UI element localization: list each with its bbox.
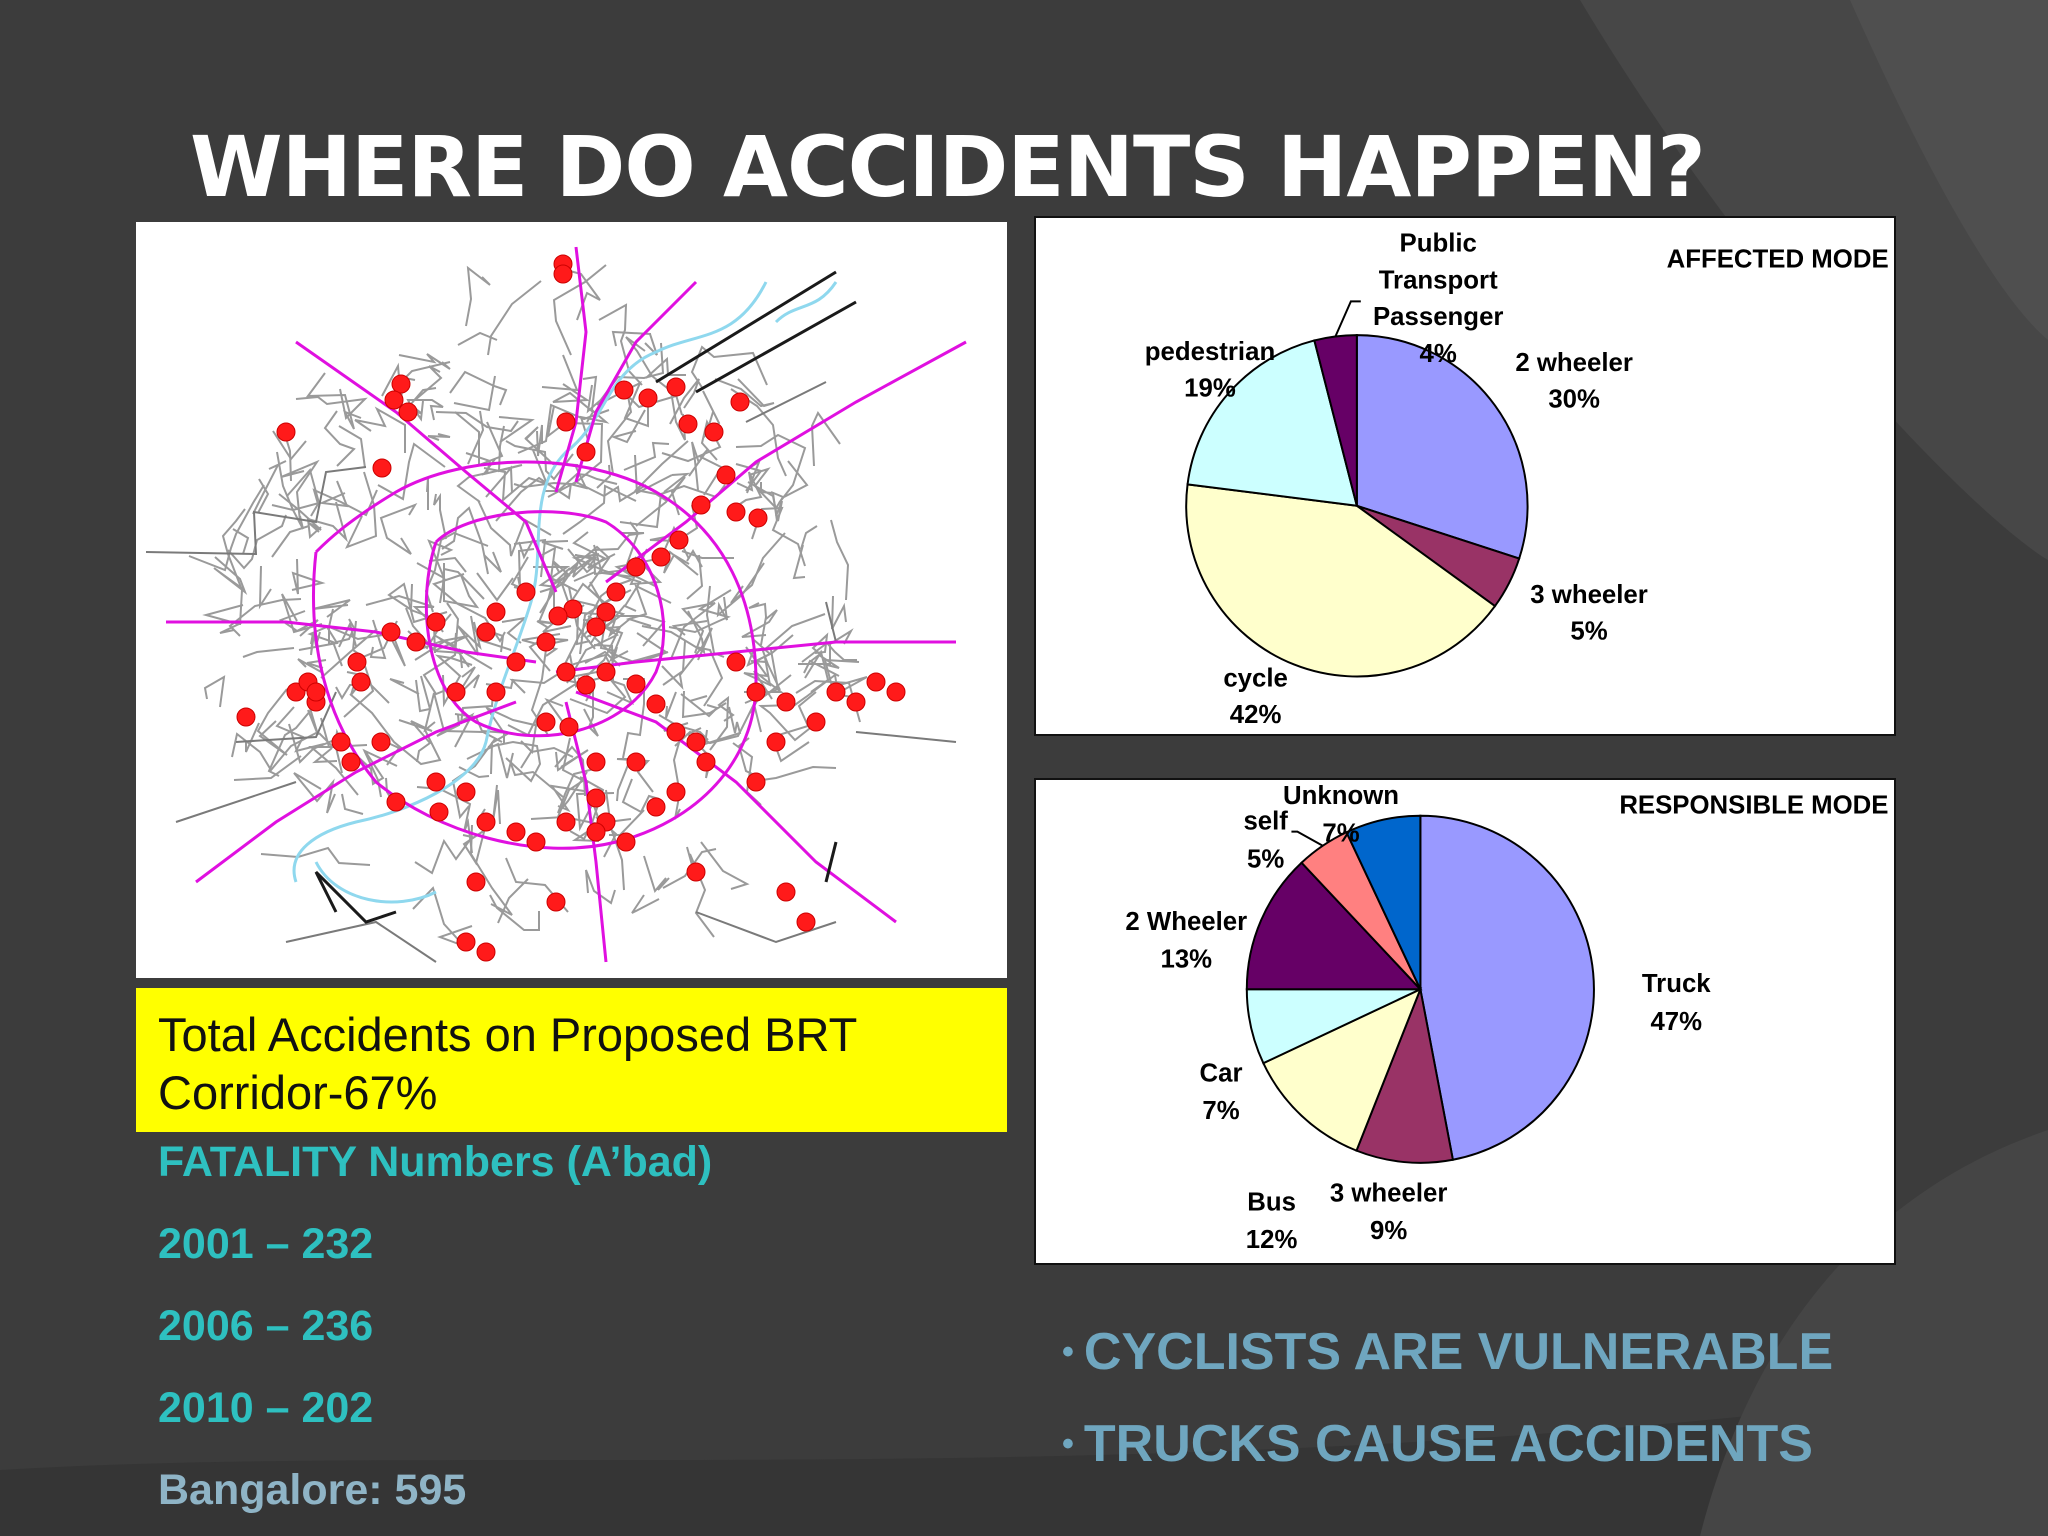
chart-title: RESPONSIBLE MODE — [1619, 791, 1889, 820]
accident-marker — [597, 663, 615, 681]
accident-marker — [385, 391, 403, 409]
map-road — [467, 744, 513, 778]
pie-label-2-wheeler: 2 Wheeler 13% — [1125, 907, 1248, 974]
pie-label-pedestrian: pedestrian 19% — [1144, 337, 1276, 403]
pie-label-truck: Truck 47% — [1641, 970, 1711, 1036]
accident-marker — [847, 693, 865, 711]
map-road — [281, 462, 317, 521]
accident-marker — [560, 718, 578, 736]
accident-marker — [797, 913, 815, 931]
affected-mode-pie — [1036, 218, 1894, 734]
accident-marker — [731, 393, 749, 411]
map-road — [427, 477, 428, 510]
map-road — [246, 723, 259, 752]
accident-marker — [587, 823, 605, 841]
accident-marker — [577, 443, 595, 461]
affected-mode-chart — [1034, 216, 1896, 736]
accident-marker — [647, 695, 665, 713]
map-road — [342, 794, 363, 814]
map-road — [687, 847, 714, 937]
accident-marker — [627, 753, 645, 771]
map-road — [296, 389, 365, 418]
map-road — [466, 268, 490, 326]
accident-marker — [557, 663, 575, 681]
accident-marker — [627, 675, 645, 693]
map-road — [428, 434, 450, 440]
accident-marker — [457, 933, 475, 951]
accident-marker — [373, 459, 391, 477]
fatality-item: 2001 – 232 — [158, 1220, 374, 1268]
accident-marker — [727, 503, 745, 521]
pie-label-unknown: Unknown 7% — [1283, 781, 1399, 848]
accident-marker — [747, 683, 765, 701]
map-road — [272, 526, 309, 557]
pie-label-bus: Bus 12% — [1245, 1188, 1298, 1255]
accident-marker — [767, 733, 785, 751]
accident-marker — [867, 673, 885, 691]
map-road — [347, 472, 376, 547]
map-road — [663, 641, 685, 685]
accident-marker — [557, 813, 575, 831]
accident-marker — [687, 733, 705, 751]
bullet-icon: • — [1062, 1425, 1074, 1463]
railway-line — [696, 302, 856, 392]
conclusion-bullet — [1062, 1322, 1833, 1382]
map-road — [214, 557, 245, 592]
accident-marker — [348, 653, 366, 671]
accident-marker — [332, 733, 350, 751]
accident-marker — [747, 773, 765, 791]
accident-marker — [667, 783, 685, 801]
accident-marker — [407, 633, 425, 651]
accident-marker — [507, 823, 525, 841]
accident-marker — [679, 415, 697, 433]
pie-label-3-wheeler: 3 wheeler 9% — [1329, 1179, 1448, 1246]
accident-marker — [277, 423, 295, 441]
accident-marker — [517, 583, 535, 601]
pie-label-3-wheeler: 3 wheeler 5% — [1530, 581, 1648, 646]
accident-marker — [692, 496, 710, 514]
conclusion-text: TRUCKS CAUSE ACCIDENTS — [1083, 1415, 1813, 1473]
accident-marker — [827, 683, 845, 701]
accident-marker — [487, 603, 505, 621]
accident-marker — [697, 753, 715, 771]
accident-marker — [427, 773, 445, 791]
accident-marker — [352, 673, 370, 691]
accident-marker — [652, 548, 670, 566]
accident-marker — [667, 723, 685, 741]
pie-label-public-transport-passenger: Public Transport Passenger 4% — [1372, 229, 1504, 368]
river-path — [294, 282, 766, 882]
map-road — [308, 708, 318, 735]
map-road — [701, 842, 747, 889]
accident-marker — [670, 531, 688, 549]
map-road — [632, 895, 659, 913]
accident-marker — [549, 607, 567, 625]
accident-marker — [477, 813, 495, 831]
accident-marker — [777, 693, 795, 711]
map-road — [253, 461, 286, 514]
accident-marker — [554, 265, 572, 283]
map-road — [390, 679, 419, 694]
fatality-item: 2006 – 236 — [158, 1302, 374, 1350]
accident-marker — [307, 683, 325, 701]
accident-marker — [587, 753, 605, 771]
map-road — [454, 376, 495, 410]
map-road — [434, 494, 446, 539]
accident-marker — [749, 509, 767, 527]
accident-marker — [372, 733, 390, 751]
map-road — [731, 533, 785, 603]
accident-marker — [457, 783, 475, 801]
accident-marker — [477, 623, 495, 641]
accident-marker — [527, 833, 545, 851]
accident-marker — [607, 583, 625, 601]
accident-marker — [507, 653, 525, 671]
map-road — [450, 372, 506, 405]
accident-marker — [487, 683, 505, 701]
map-road — [228, 515, 286, 568]
accident-marker — [447, 683, 465, 701]
fatality-comparison: Bangalore: 595 — [158, 1466, 467, 1514]
map-road — [415, 835, 472, 873]
responsible-mode-pie — [1036, 780, 1894, 1263]
accident-marker — [887, 683, 905, 701]
accident-marker — [237, 708, 255, 726]
accident-marker — [777, 883, 795, 901]
map-road — [624, 443, 669, 470]
map-road — [243, 648, 294, 657]
map-road — [260, 566, 271, 606]
accident-marker — [467, 873, 485, 891]
map-road — [636, 441, 688, 501]
accident-marker — [382, 623, 400, 641]
accident-marker — [587, 618, 605, 636]
accident-marker — [537, 713, 555, 731]
map-road — [436, 412, 518, 431]
map-road — [458, 616, 480, 655]
accident-marker — [687, 863, 705, 881]
accident-marker — [427, 613, 445, 631]
conclusion-bullet — [1062, 1414, 1813, 1474]
bullet-icon: • — [1062, 1333, 1074, 1371]
fatality-heading: FATALITY Numbers (A’bad) — [158, 1138, 713, 1186]
pie-label-car: Car 7% — [1199, 1059, 1243, 1126]
accident-marker — [477, 943, 495, 961]
map-road — [339, 426, 365, 468]
map-road — [488, 281, 541, 355]
accident-marker — [617, 833, 635, 851]
accident-marker — [577, 676, 595, 694]
pie-slice-truck — [1420, 816, 1594, 1160]
accident-map — [136, 222, 1007, 978]
city-road-map — [136, 222, 1007, 978]
accident-marker — [392, 375, 410, 393]
pie-label-cycle: cycle 42% — [1223, 664, 1288, 730]
brt-callout: Total Accidents on Proposed BRT Corridor-67% — [136, 988, 1007, 1132]
accident-marker — [547, 893, 565, 911]
pie-label-2-wheeler: 2 wheeler 30% — [1515, 348, 1633, 414]
accident-marker — [387, 793, 405, 811]
leader-line — [1335, 301, 1360, 336]
map-road — [292, 559, 322, 594]
map-road — [381, 505, 415, 554]
map-road — [490, 895, 539, 930]
accident-marker — [639, 389, 657, 407]
map-road — [399, 354, 450, 369]
accident-marker — [430, 803, 448, 821]
map-road — [205, 677, 224, 707]
map-road — [307, 660, 326, 668]
accident-marker — [705, 423, 723, 441]
accident-marker — [587, 789, 605, 807]
map-road — [308, 502, 346, 539]
fatality-item: 2010 – 202 — [158, 1384, 374, 1432]
accident-marker — [807, 713, 825, 731]
accident-marker — [717, 466, 735, 484]
map-road — [272, 470, 319, 510]
map-road — [542, 355, 577, 390]
map-road — [832, 596, 846, 629]
map-road — [258, 689, 287, 755]
map-road — [233, 529, 248, 554]
accident-marker — [647, 798, 665, 816]
slide-title: WHERE DO ACCIDENTS HAPPEN? — [190, 118, 1705, 216]
map-road — [597, 465, 610, 488]
accident-marker — [537, 633, 555, 651]
responsible-mode-chart — [1034, 778, 1896, 1265]
map-road — [666, 692, 676, 718]
accident-marker — [399, 403, 417, 421]
chart-title: AFFECTED MODE — [1666, 245, 1889, 274]
accident-marker — [727, 653, 745, 671]
map-road — [484, 426, 522, 474]
conclusion-text: CYCLISTS ARE VULNERABLE — [1083, 1323, 1834, 1381]
accident-marker — [342, 753, 360, 771]
accident-marker — [557, 413, 575, 431]
accident-marker — [615, 381, 633, 399]
pie-label-self: self 5% — [1243, 807, 1288, 874]
map-road — [484, 450, 547, 500]
map-road — [831, 520, 848, 600]
accident-marker — [627, 558, 645, 576]
accident-marker — [667, 378, 685, 396]
leader-line — [1291, 832, 1322, 846]
map-road — [234, 756, 301, 780]
